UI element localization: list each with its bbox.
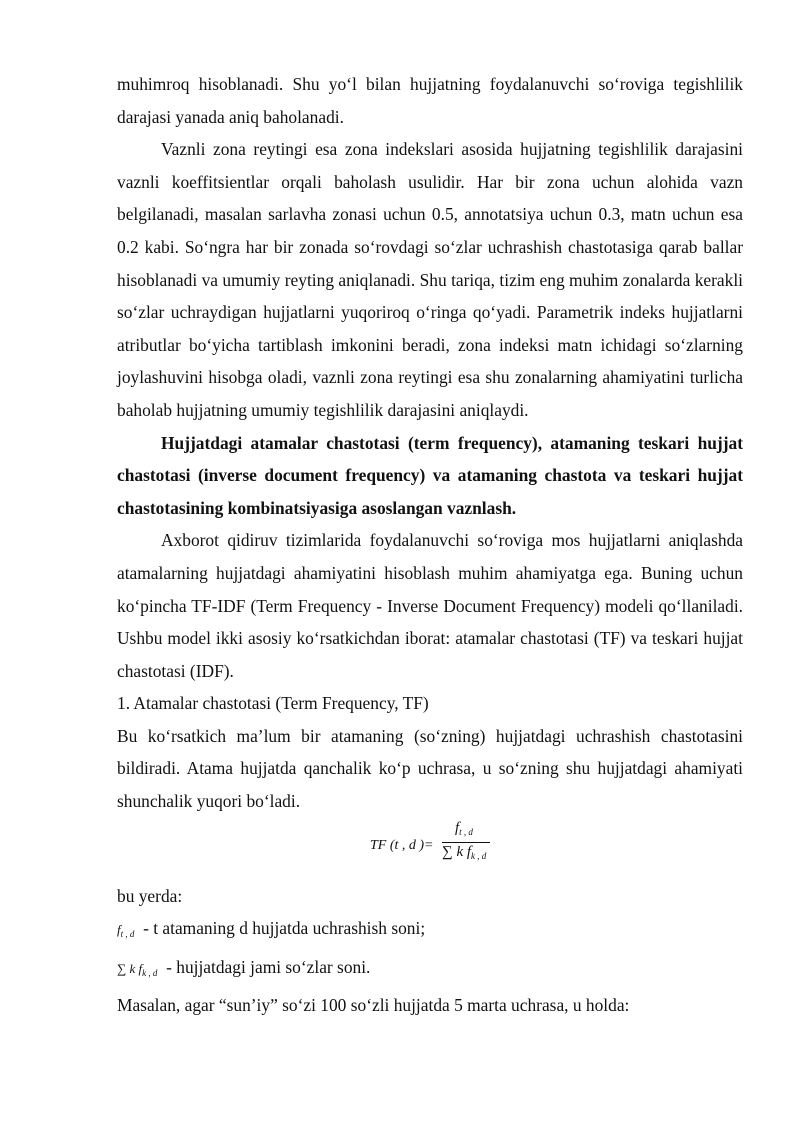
paragraph-tf-definition: Bu ko‘rsatkich ma’lum bir atamaning (so‘zning) hujjatdagi uchrashish chastotasini bildiradi. Atama hujjatda qanchalik ko‘p uchrasa, u so‘zning shu hujjatdagi ahamiyati shunchalik yuqori bo‘ladi. [117, 725, 743, 812]
formula-fraction-bar [442, 842, 490, 843]
formula-numerator: $f_{t , d}$ [455, 819, 473, 837]
paragraph-vaznli-zona: Vaznli zona reytingi esa zona indekslari asosida hujjatning tegishlilik darajasini vaznli koeffitsientlar orqali baholash usulidir. Har bir zona uchun alohida vazn belgilanadi, masalan sarlavha zonasi uchun 0.5, annotatsiya uchun 0.3, matn uchun esa 0.2 kabi. So‘ngra har bir zonada so‘rovdagi so‘zlar uchrashish chastotasiga qarab ballar hisoblanadi va umumiy reyting aniqlanadi. Shu tariqa, tizim eng muhim zonalarda kerakli so‘zlar uchraydigan hujjatlarni yuqoriroq o‘ringa qo‘yadi. Parametrik indeks hujjatlarni atributlar bo‘yicha tartiblash imkonini beradi, zona indeksi matn ichidagi so‘zlarning joylashuvini hisobga oladi, vaznli zona reytingi esa shu zonalarning ahamiyatini turlicha baholab hujjatning umumiy tegishlilik darajasini aniqlaydi. [117, 139, 743, 420]
ftd-symbol: $f_{t , d}$ [117, 922, 135, 940]
definition-sum: ∑ k $f_{k , d}$ - hujjatdagi jami so‘zlar soni. [117, 956, 371, 978]
formula-denominator: ∑ k $f_{k , d}$ [442, 843, 487, 861]
list-item-tf: 1. Atamalar chastotasi (Term Frequency, TF) [117, 693, 429, 714]
tf-formula [117, 818, 743, 880]
paragraph-1: muhimroq hisoblanadi. Shu yo‘l bilan hujjatning foydalanuvchi so‘roviga tegishlilik darajasi yanada aniq baholanadi. [117, 74, 743, 127]
formula-lhs: TF (t , d )= [370, 837, 434, 853]
bu-yerda-label: bu yerda: [117, 885, 183, 906]
definition-ftd: $f_{t , d}$ - t atamaning d hujjatda uchrashish soni; [117, 918, 426, 940]
sum-symbol: ∑ k $f_{k , d}$ [117, 960, 158, 978]
section-heading: Hujjatdagi atamalar chastotasi (term frequency), atamaning teskari hujjat chastotasi (inverse document frequency) va atamaning chastota va teskari hujjat chastotasining kombinatsiyasiga asoslangan vaznlash. [117, 432, 743, 518]
document-page [117, 68, 743, 1022]
example-paragraph: Masalan, agar “sun’iy” so‘zi 100 so‘zli hujjatda 5 marta uchrasa, u holda: [117, 995, 630, 1016]
paragraph-axborot: Axborot qidiruv tizimlarida foydalanuvchi so‘roviga mos hujjatlarni aniqlashda atamalarning hujjatdagi ahamiyatini hisoblash muhim ahamiyatga ega. Buning uchun ko‘pincha TF-IDF (Term Frequency - Inverse Document Frequency) modeli qo‘llaniladi. Ushbu model ikki asosiy ko‘rsatkichdan iborat: atamalar chastotasi (TF) va teskari hujjat chastotasi (IDF). [117, 530, 743, 681]
